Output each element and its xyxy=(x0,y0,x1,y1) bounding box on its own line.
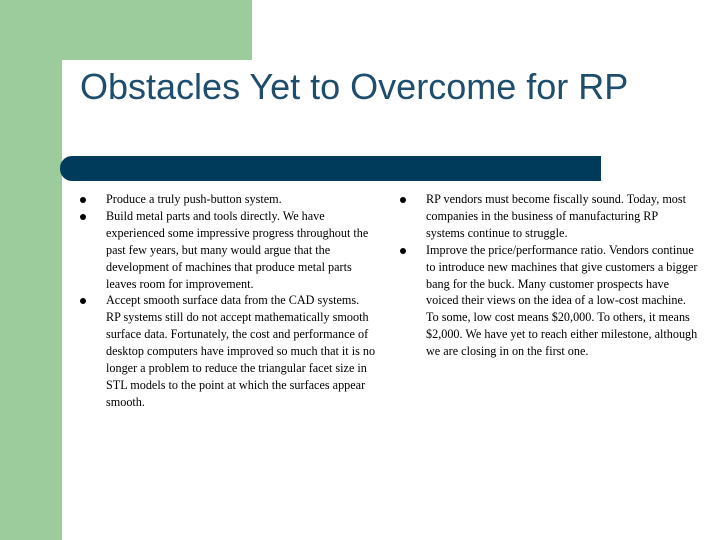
bullet-text: RP vendors must become fiscally sound. Today, most companies in the business of manufacturing RP systems continue to struggle. xyxy=(426,192,687,240)
left-bullet-list xyxy=(80,191,376,411)
slide-title: Obstacles Yet to Overcome for RP xyxy=(80,66,629,107)
bullet-text: Improve the price/performance ratio. Vendors continue to introduce new machines that give customers a bigger bang for the buck. Many customer prospects have voiced their views on the idea of a low-cost machine. To some, low cost means $20,000. To others, it means $2,000. We have yet to reach either milestone, although we are closing in on the first one. xyxy=(426,242,698,359)
bullet-text: Produce a truly push-button system. xyxy=(106,192,282,206)
list-item xyxy=(400,242,698,360)
right-bullet-list xyxy=(400,191,698,360)
accent-block xyxy=(0,0,252,60)
bullet-text: Accept smooth surface data from the CAD systems. RP systems still do not accept mathematically smooth surface data. Fortunately, the cost and performance of desktop computers have improved so much that it is no longer a problem to reduce the triangular facet size in STL models to the point at which the surfaces appear smooth. xyxy=(106,293,376,409)
title-divider-bar xyxy=(60,156,601,181)
bullet-icon xyxy=(80,197,86,203)
bullet-icon xyxy=(400,248,406,254)
list-item xyxy=(80,208,376,293)
bullet-icon xyxy=(400,197,406,203)
bullet-icon xyxy=(80,214,86,220)
left-accent-strip xyxy=(0,60,62,540)
bullet-text: Build metal parts and tools directly. We have experienced some impressive progress throughout the past few years, but many would argue that the development of machines that produce metal parts leaves room for improvement. xyxy=(106,208,369,291)
list-item xyxy=(80,191,376,208)
list-item xyxy=(80,292,376,410)
bullet-icon xyxy=(80,298,86,304)
list-item xyxy=(400,191,698,242)
